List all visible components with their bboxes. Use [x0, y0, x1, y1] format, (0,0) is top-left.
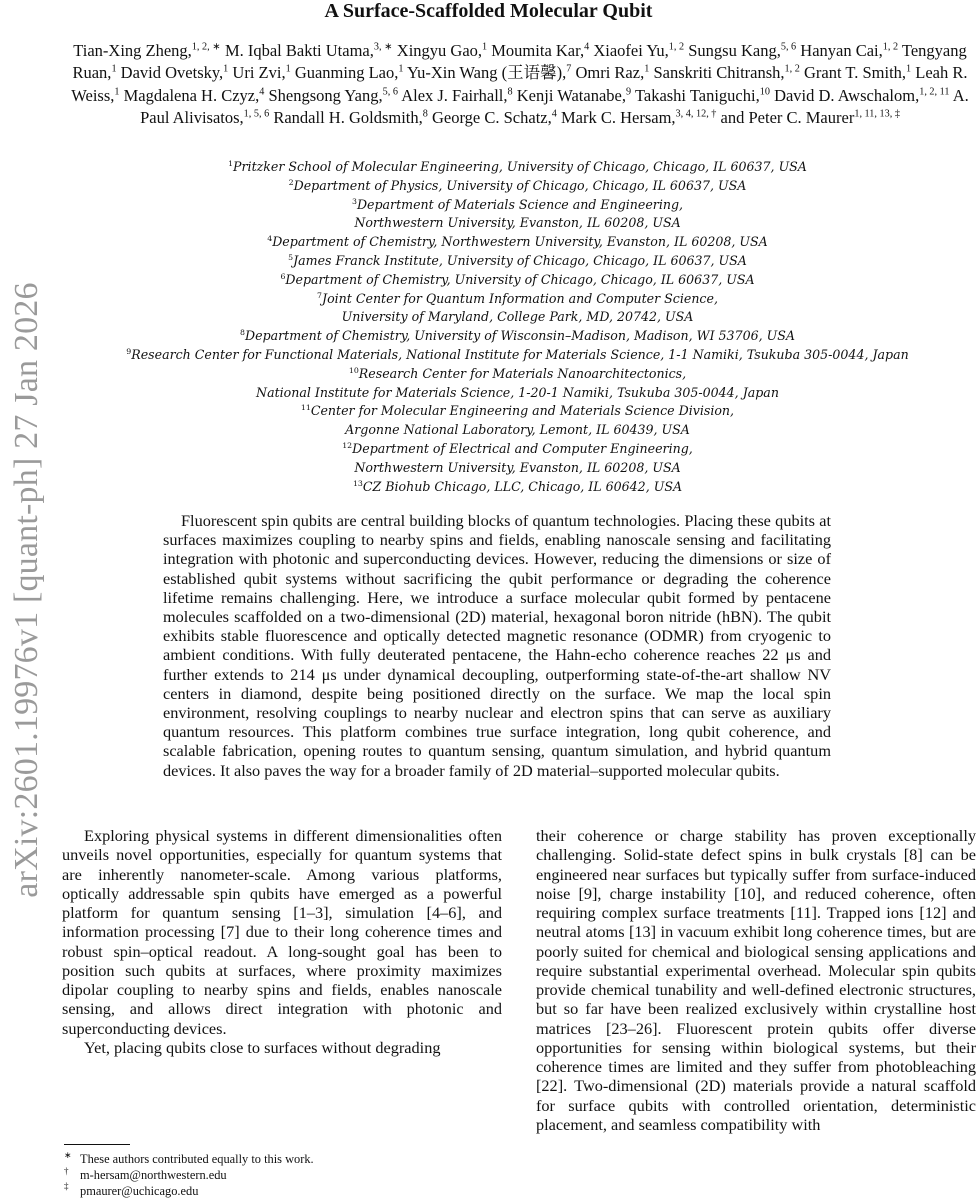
author	[232, 63, 290, 82]
author	[397, 41, 487, 60]
author-affiliation-mark: 1	[482, 41, 488, 53]
author	[517, 86, 631, 105]
author-affiliation-mark: 1	[111, 63, 117, 75]
author	[688, 41, 796, 60]
author	[491, 41, 589, 60]
affiliation-text: Department of Chemistry, University of Chicago, Chicago, IL 60637, USA	[285, 271, 755, 287]
author-affiliation-mark: 1, 5, 6	[243, 108, 270, 120]
affiliation-line	[60, 158, 975, 177]
author-affiliation-mark: 5, 6	[382, 86, 398, 98]
affiliation-line	[60, 327, 975, 346]
author-name: and Peter C. Maurer	[720, 108, 855, 128]
author	[295, 63, 404, 82]
affiliation-line	[60, 233, 975, 252]
arxiv-stamp	[2, 0, 52, 1200]
author	[635, 86, 770, 105]
affiliation-text: Department of Chemistry, University of Wisconsin–Madison, Madison, WI 53706, USA	[245, 328, 795, 344]
author-affiliation-mark: 7	[566, 63, 572, 75]
author-name: Tian-Xing Zheng,	[73, 41, 192, 60]
author	[593, 41, 684, 60]
affiliation-line	[60, 365, 975, 384]
affiliation-line	[60, 402, 975, 421]
affiliation-line	[60, 214, 975, 233]
affiliation-text: Department of Materials Science and Engineering,	[356, 196, 684, 212]
author-affiliation-mark: 1	[906, 63, 912, 75]
affiliation-text: Northwestern University, Evanston, IL 60208, USA	[354, 215, 681, 231]
footnote-text: m-hersam@northwestern.edu	[80, 1167, 227, 1182]
body-paragraph: Yet, placing qubits close to surfaces without degrading	[84, 1037, 441, 1057]
author	[273, 108, 428, 127]
affiliation-text: Pritzker School of Molecular Engineering, University of Chicago, Chicago, IL 60637, USA	[233, 159, 807, 174]
body-column-right	[536, 826, 976, 1134]
author	[225, 41, 393, 60]
author	[268, 86, 397, 105]
affiliation-list	[60, 158, 975, 496]
author-name: Tengyang Ruan,	[72, 41, 967, 83]
author-name: George C. Schatz,	[431, 108, 552, 128]
affiliation-number: 9	[126, 346, 132, 356]
author	[124, 86, 265, 105]
author-affiliation-mark: 1, 2	[882, 41, 899, 53]
author-name: Moumita Kar,	[491, 41, 585, 60]
affiliation-number: 6	[280, 271, 286, 281]
author-affiliation-mark: 8	[422, 108, 428, 120]
author-affiliation-mark: 1	[398, 63, 404, 75]
affiliation-line	[60, 440, 975, 459]
footnote-text: These authors contributed equally to this work.	[80, 1152, 314, 1166]
author-name: Takashi Taniguchi,	[634, 85, 760, 105]
affiliation-text: CZ Biohub Chicago, LLC, Chicago, IL 60642, USA	[362, 478, 683, 494]
author-name: Yu-Xin Wang (王语馨),	[407, 63, 567, 83]
affiliation-line	[60, 177, 975, 196]
author	[121, 63, 229, 82]
author-affiliation-mark: 1, 2	[668, 41, 685, 53]
author-affiliation-mark: 1, 2, 11	[919, 86, 950, 98]
author	[407, 63, 571, 82]
affiliation-number: 8	[240, 327, 246, 337]
author	[774, 86, 949, 105]
footnote: ∗ These authors contributed equally to this work.	[64, 1149, 314, 1166]
author-affiliation-mark: 1	[114, 86, 120, 98]
author-list	[70, 40, 970, 130]
author-name: Magdalena H. Czyz,	[123, 85, 260, 105]
affiliation-text: Research Center for Functional Materials, National Institute for Materials Science, 1-1 Namiki, Tsukuba 305-0044, Japan	[131, 346, 909, 362]
author-name: Alex J. Fairhall,	[401, 85, 508, 105]
affiliation-number: 5	[288, 252, 294, 262]
paper-title: A Surface-Scaffolded Molecular Qubit	[324, 0, 653, 22]
author-name: Sungsu Kang,	[688, 41, 781, 60]
affiliation-line	[60, 421, 975, 440]
affiliation-text: Joint Center for Quantum Information and Computer Science,	[322, 290, 718, 306]
abstract: Fluorescent spin qubits are central building blocks of quantum technologies. Placing these qubits at surfaces maximizes coupling to nearby spins and fields, enabling nanoscale sensing and facilitating integration with photonic and superconducting devices. However, reducing the dimensions or size of established qubit systems without sacrificing the qubit performance or degrading the coherence lifetime remains challenging. Here, we introduce a surface molecular qubit formed by pentacene molecules scaffolded on a two-dimensional (2D) material, hexagonal boron nitride (hBN). The qubit exhibits stable fluorescence and optically detected magnetic resonance (ODMR) from cryogenic to ambient conditions. With fully deuterated pentacene, the Hahn-echo coherence reaches 22 μs and further extends to 214 μs under dynamical decoupling, outperforming state-of-the-art shallow NV centers in diamond, despite being positioned directly on the surface. We map the local spin environment, resolving couplings to nearby nuclear and electron spins that can serve as auxiliary quantum resources. This platform combines true surface integration, long qubit coherence, and scalable fabrication, opening routes to quantum sensing, quantum simulation, and hybrid quantum devices. It also paves the way for a broader family of 2D material–supported molecular qubits.	[163, 511, 831, 780]
author-name: Randall H. Goldsmith,	[273, 108, 423, 128]
affiliation-text: James Franck Institute, University of Chicago, Chicago, IL 60637, USA	[293, 252, 747, 268]
affiliation-line	[60, 196, 975, 215]
affiliation-text: Center for Molecular Engineering and Materials Science Division,	[310, 403, 735, 419]
author-affiliation-mark: 8	[507, 86, 513, 98]
author-name: Grant T. Smith,	[803, 63, 907, 83]
affiliation-line	[60, 308, 975, 327]
affiliation-text: Department of Physics, University of Chicago, Chicago, IL 60637, USA	[293, 177, 747, 193]
author-name: Mark C. Hersam,	[560, 108, 676, 128]
affiliation-number: 13	[352, 478, 363, 488]
footnote-list	[64, 1149, 504, 1199]
author-affiliation-mark: 1	[285, 63, 291, 75]
author-name: Xiaofei Yu,	[593, 41, 669, 60]
affiliation-number: 7	[317, 290, 323, 300]
affiliation-text: Argonne National Laboratory, Lemont, IL 60439, USA	[345, 422, 690, 438]
author-affiliation-mark: 10	[759, 86, 770, 98]
affiliation-number: 12	[342, 440, 353, 450]
footnote-rule	[64, 1144, 130, 1145]
affiliation-text: Northwestern University, Evanston, IL 60208, USA	[354, 459, 681, 475]
author	[73, 41, 221, 60]
author-name: Uri Zvi,	[232, 63, 286, 83]
author-name: Hanyan Cai,	[800, 41, 883, 60]
author-affiliation-mark: 1	[223, 63, 229, 75]
author-name: Sanskriti Chitransh,	[653, 63, 785, 83]
author-affiliation-mark: 1, 2	[784, 63, 800, 75]
arxiv-identifier: arXiv:2601.19976v1 [quant-ph] 27 Jan 2026	[8, 282, 45, 898]
author-name: Xingyu Gao,	[396, 41, 483, 60]
affiliation-text: Department of Chemistry, Northwestern University, Evanston, IL 60208, USA	[272, 234, 768, 250]
affiliation-line	[60, 346, 975, 365]
author-affiliation-mark: 9	[626, 86, 632, 98]
affiliation-text: Research Center for Materials Nanoarchitectonics,	[358, 365, 687, 381]
body-paragraph: Exploring physical systems in different dimensionalities often unveils novel opportunities, especially for quantum systems that are inherently nanometer-scale. Among various platforms, optically addressable spin qubits have emerged as a powerful platform for quantum sensing [1–3], simulation [4–6], and information processing [7] due to their long coherence times and robust spin–optical readout. A long-sought goal has been to position such qubits at surfaces, where proximity maximizes dipolar coupling to nearby spins and fields, enables nanoscale sensing, and allows direct integration with photonic and superconducting devices.	[62, 826, 502, 1038]
author-name: Shengsong Yang,	[268, 85, 383, 105]
affiliation-number: 4	[267, 234, 273, 243]
author-affiliation-mark: 3, 4, 12, †	[675, 108, 717, 120]
author	[401, 86, 512, 105]
author	[432, 108, 557, 127]
footnote: † m-hersam@northwestern.edu	[64, 1165, 227, 1182]
footnote-text: pmaurer@uchicago.edu	[80, 1183, 199, 1198]
author-affiliation-mark: 4	[551, 108, 557, 120]
author	[804, 63, 911, 82]
author-name: David D. Awschalom,	[774, 85, 920, 105]
footnote: ‡ pmaurer@uchicago.edu	[64, 1181, 199, 1198]
affiliation-text: Department of Electrical and Computer Engineering,	[352, 440, 693, 456]
author-name: Guanming Lao,	[294, 63, 399, 83]
author-name: David Ovetsky,	[120, 63, 224, 83]
author-affiliation-mark: 1	[644, 63, 650, 75]
affiliation-line	[60, 271, 975, 290]
affiliation-line	[60, 252, 975, 271]
author-name: Kenji Watanabe,	[516, 85, 626, 105]
affiliation-line	[60, 384, 975, 403]
affiliation-number: 10	[348, 365, 359, 375]
affiliation-number: 1	[228, 158, 234, 168]
affiliation-line	[60, 290, 975, 309]
affiliation-number: 11	[300, 403, 311, 413]
body-paragraph: their coherence or charge stability has proven exceptionally challenging. Solid-state defect spins in bulk crystals [8] can be engineered near surfaces but typically suffer from surface-induced noise [9], charge instability [10], and reduced coherence, often requiring complex surface treatments [11]. Trapped ions [12] and neutral atoms [13] in vacuum exhibit long coherence times, but are poorly suited for chemical and biological sensing applications and require substantial experimental overhead. Molecular spin qubits provide chemical tunability and well-defined electronic structures, but so far have been realized exclusively within crystalline host matrices [23–26]. Fluorescent protein qubits offer diverse opportunities for sensing within biological systems, but their coherence times are limited and they suffer from photobleaching [22]. Two-dimensional (2D) materials provide a natural scaffold for surface qubits with controlled orientation, deterministic placement, and seamless compatibility with	[536, 826, 976, 1134]
affiliation-number: 2	[288, 177, 294, 187]
affiliation-text: University of Maryland, College Park, MD, 20742, USA	[341, 309, 694, 325]
author	[800, 41, 898, 60]
author	[721, 108, 900, 127]
author-name: A. Paul Alivisatos,	[140, 85, 969, 128]
author-name: M. Iqbal Bakti Utama,	[224, 41, 374, 60]
author-name: Leah R. Weiss,	[71, 63, 968, 105]
author	[575, 63, 649, 82]
author-affiliation-mark: 4	[259, 86, 265, 98]
author-affiliation-mark: 4	[584, 41, 590, 53]
author-affiliation-mark: 1, 11, 13, ‡	[854, 108, 900, 120]
author	[561, 108, 716, 127]
affiliation-text: National Institute for Materials Science, 1-20-1 Namiki, Tsukuba 305-0044, Japan	[256, 384, 779, 400]
affiliation-line	[60, 478, 975, 497]
affiliation-line	[60, 459, 975, 478]
author-affiliation-mark: 5, 6	[780, 41, 797, 53]
author-name: Omri Raz,	[575, 63, 645, 83]
body-column-left	[62, 826, 502, 1057]
author-affiliation-mark: 1, 2, ∗	[191, 41, 221, 53]
author-affiliation-mark: 3, ∗	[373, 41, 393, 53]
author	[653, 63, 799, 82]
affiliation-number: 3	[351, 196, 357, 206]
